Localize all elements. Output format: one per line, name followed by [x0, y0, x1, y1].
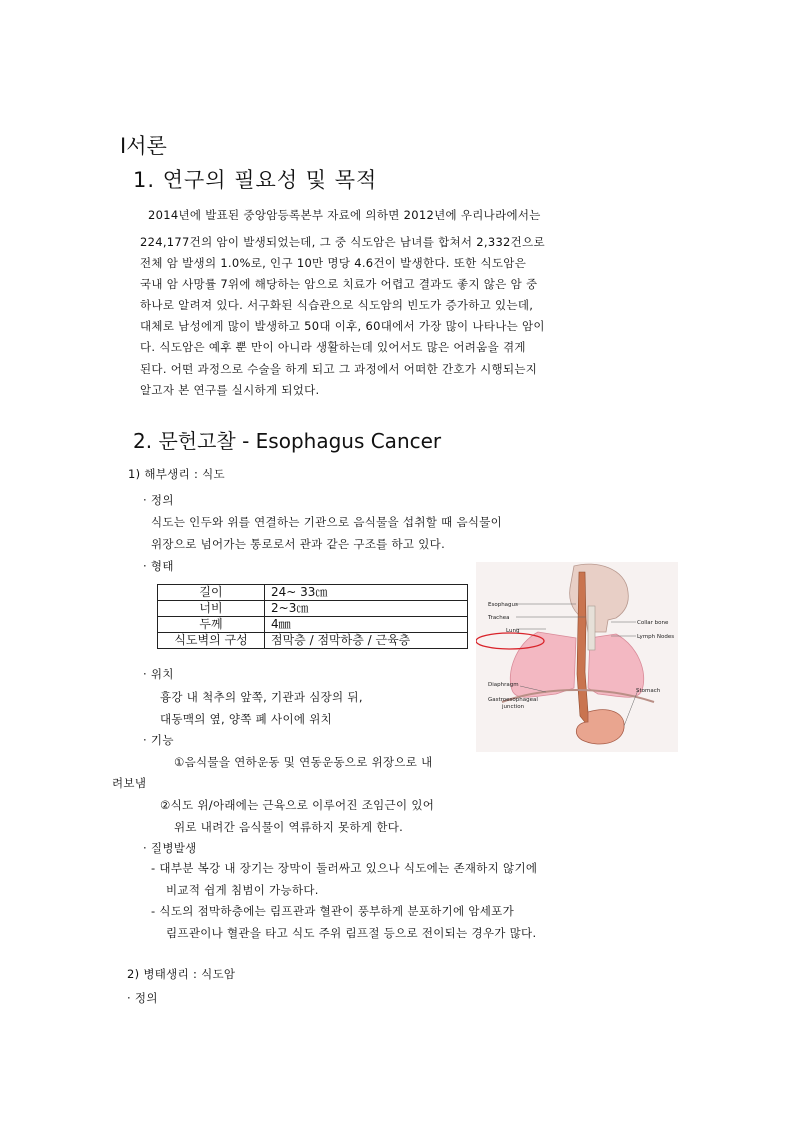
table-key: 길이 — [158, 585, 265, 601]
label-lung: Lung — [506, 628, 520, 634]
function-line: ①음식물을 연하운동 및 연동운동으로 위장으로 내 — [174, 755, 433, 769]
disease-line: - 대부분 복강 내 장기는 장막이 둘러싸고 있으나 식도에는 존재하지 않기에 — [151, 861, 538, 875]
paragraph-line: 224,177건의 암이 발생되었는데, 그 중 식도암은 남녀를 합쳐서 2,332건으로 — [140, 235, 545, 249]
trachea-shape — [588, 606, 595, 650]
paragraph-line: 된다. 어떤 과정으로 수술을 하게 되고 그 과정에서 어떠한 간호가 시행되는지 — [140, 362, 538, 376]
anatomy-figure — [476, 562, 678, 752]
definition-line: 위장으로 넘어가는 통로로서 관과 같은 구조를 하고 있다. — [151, 537, 446, 551]
subsection-1-title: 1) 해부생리 : 식도 — [128, 467, 225, 481]
chapter-1-title: 1. 연구의 필요성 및 목적 — [133, 168, 378, 192]
label-collar-bone: Collar bone — [637, 620, 669, 626]
label-gastroesophageal: Gastroesophageal — [488, 697, 538, 703]
table-value: 24~ 33㎝ — [265, 585, 468, 601]
label-diaphragm: Diaphragm — [488, 682, 519, 688]
table-value: 2~3㎝ — [265, 601, 468, 617]
label-esophagus: Esophagus — [488, 602, 518, 608]
paragraph-line: 2014년에 발표된 중앙암등록본부 자료에 의하면 2012년에 우리나라에서는 — [148, 208, 541, 222]
location-line: 대동맥의 옆, 양쪽 폐 사이에 위치 — [160, 712, 333, 726]
table-row — [158, 633, 468, 649]
table-value: 4㎜ — [265, 617, 468, 633]
function-label: · 기능 — [143, 733, 174, 747]
disease-line: - 식도의 점막하층에는 림프관과 혈관이 풍부하게 분포하기에 암세포가 — [151, 904, 514, 918]
function-line: ②식도 위/아래에는 근육으로 이루어진 조임근이 있어 — [160, 798, 435, 812]
paragraph-line: 국내 암 사망률 7위에 해당하는 암으로 치료가 어렵고 결과도 좋지 않은 암 중 — [140, 277, 538, 291]
paragraph-line: 알고자 본 연구를 실시하게 되었다. — [140, 383, 320, 397]
paragraph-line: 하나로 알려져 있다. 서구화된 식습관으로 식도암의 빈도가 증가하고 있는데, — [140, 298, 534, 312]
label-junction: junction — [502, 704, 525, 710]
function-line: 려보냄 — [112, 776, 147, 790]
table-row — [158, 585, 468, 601]
esophagus-anatomy-illustration — [476, 562, 678, 752]
section-title: Ⅰ서론 — [120, 134, 167, 158]
location-line: 흉강 내 척추의 앞쪽, 기관과 심장의 뒤, — [160, 690, 363, 704]
subsection-2-title: 2) 병태생리 : 식도암 — [127, 967, 236, 981]
morphology-table — [157, 584, 468, 649]
label-stomach: Stomach — [636, 688, 661, 694]
location-label: · 위치 — [143, 667, 174, 681]
disease-line: 비교적 쉽게 침범이 가능하다. — [166, 883, 319, 897]
table-key: 식도벽의 구성 — [158, 633, 265, 649]
paragraph-line: 전체 암 발생의 1.0%로, 인구 10만 명당 4.6건이 발생한다. 또한 식도암은 — [140, 256, 527, 270]
chapter-2-title: 2. 문헌고찰 - Esophagus Cancer — [133, 429, 442, 453]
table-row — [158, 617, 468, 633]
label-lymph-nodes: Lymph Nodes — [637, 634, 675, 640]
label-trachea: Trachea — [488, 615, 510, 621]
definition-label: · 정의 — [143, 493, 174, 507]
table-key: 너비 — [158, 601, 265, 617]
table-key: 두께 — [158, 617, 265, 633]
paragraph-line: 다. 식도암은 예후 뿐 만이 아니라 생활하는데 있어서도 많은 어려움을 겪게 — [140, 340, 526, 354]
definition-line: 식도는 인두와 위를 연결하는 기관으로 음식물을 섭취할 때 음식물이 — [151, 515, 503, 529]
table-value: 점막층 / 점막하층 / 근육층 — [265, 633, 468, 649]
function-line: 위로 내려간 음식물이 역류하지 못하게 한다. — [174, 820, 404, 834]
table-row — [158, 601, 468, 617]
subsection-2-definition-label: · 정의 — [127, 991, 158, 1005]
disease-label: · 질병발생 — [143, 841, 197, 855]
morphology-label: · 형태 — [143, 559, 174, 573]
disease-line: 림프관이나 혈관을 타고 식도 주위 림프절 등으로 전이되는 경우가 많다. — [166, 926, 537, 940]
paragraph-line: 대체로 남성에게 많이 발생하고 50대 이후, 60대에서 가장 많이 나타나는 암이 — [140, 319, 545, 333]
